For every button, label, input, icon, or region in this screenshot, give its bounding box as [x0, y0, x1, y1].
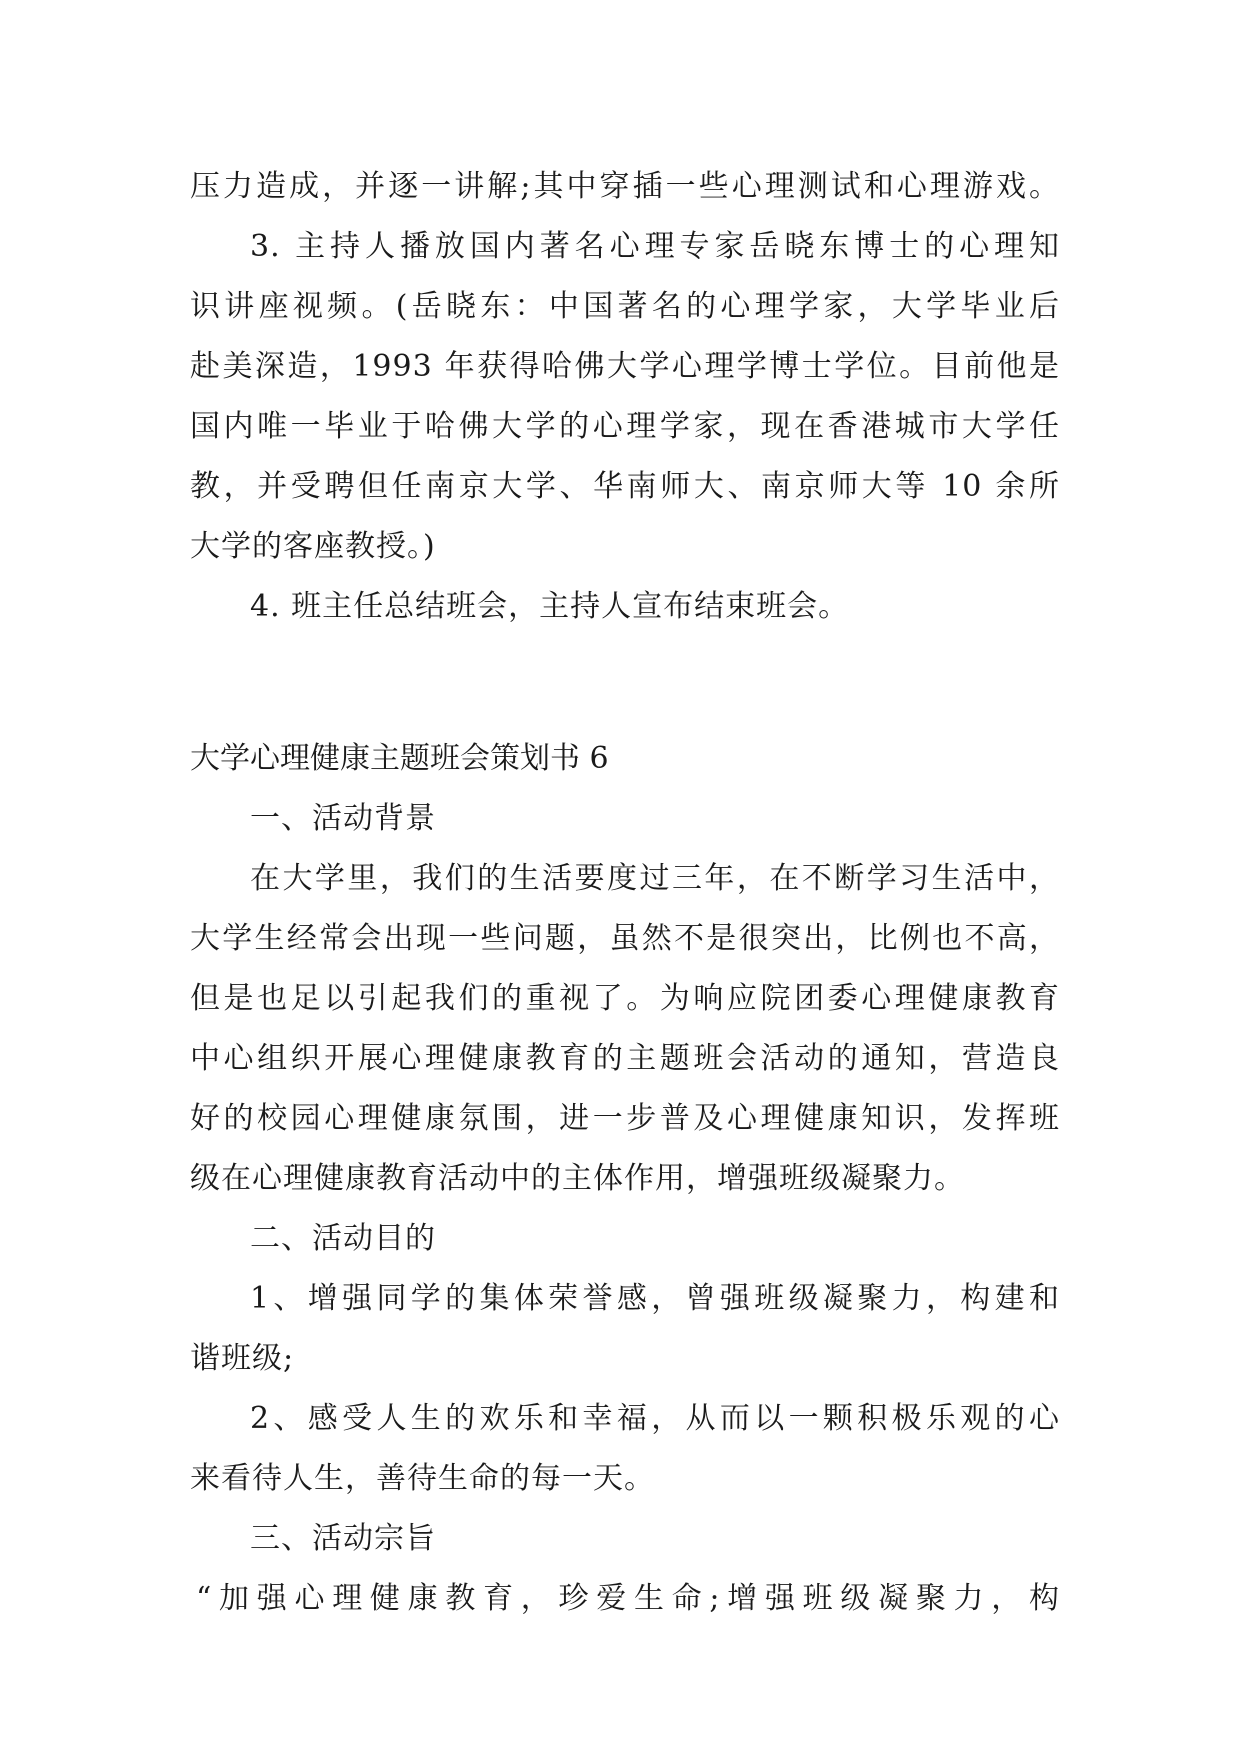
- paragraph-line: 谐班级;: [190, 1341, 295, 1376]
- heading-tenet: 三、活动宗旨: [250, 1521, 436, 1556]
- document-body: [190, 157, 1060, 1629]
- paragraph-line: 好的校园心理健康氛围，进一步普及心理健康知识，发挥班: [190, 1101, 1060, 1136]
- paragraph-line: 压力造成，并逐一讲解;其中穿插一些心理测试和心理游戏。: [190, 169, 1060, 204]
- heading-background: 一、活动背景: [250, 801, 436, 836]
- list-item-4: 4. 班主任总结班会，主持人宣布结束班会。: [250, 589, 850, 624]
- paragraph-line: 在大学里，我们的生活要度过三年，在不断学习生活中，: [250, 861, 1060, 896]
- paragraph-line: 教，并受聘但任南京大学、华南师大、南京师大等 10 余所: [190, 469, 1060, 504]
- paragraph-line: 中心组织开展心理健康教育的主题班会活动的通知，营造良: [190, 1041, 1060, 1076]
- list-item-1: 1、增强同学的集体荣誉感，曾强班级凝聚力，构建和: [250, 1281, 1060, 1316]
- list-item-3: 3. 主持人播放国内著名心理专家岳晓东博士的心理知: [250, 229, 1060, 264]
- section-gap: [190, 637, 1060, 729]
- paragraph-line: 赴美深造，1993 年获得哈佛大学心理学博士学位。目前他是: [190, 349, 1060, 384]
- section-title: 大学心理健康主题班会策划书 6: [190, 741, 609, 776]
- paragraph-line: 级在心理健康教育活动中的主体作用，增强班级凝聚力。: [190, 1161, 965, 1196]
- paragraph-line: 来看待人生，善待生命的每一天。: [190, 1461, 655, 1496]
- paragraph-line: 国内唯一毕业于哈佛大学的心理学家，现在香港城市大学任: [190, 409, 1060, 444]
- paragraph-line: 但是也足以引起我们的重视了。为响应院团委心理健康教育: [190, 981, 1060, 1016]
- heading-purpose: 二、活动目的: [250, 1221, 436, 1256]
- paragraph-line: 大学的客座教授。): [190, 529, 436, 564]
- paragraph-line: “加强心理健康教育，珍爱生命;增强班级凝聚力，构: [196, 1581, 1060, 1616]
- list-item-2: 2、感受人生的欢乐和幸福，从而以一颗积极乐观的心: [250, 1401, 1060, 1436]
- paragraph-line: 识讲座视频。(岳晓东：中国著名的心理学家，大学毕业后: [190, 289, 1060, 324]
- paragraph-line: 大学生经常会出现一些问题，虽然不是很突出，比例也不高，: [190, 921, 1060, 956]
